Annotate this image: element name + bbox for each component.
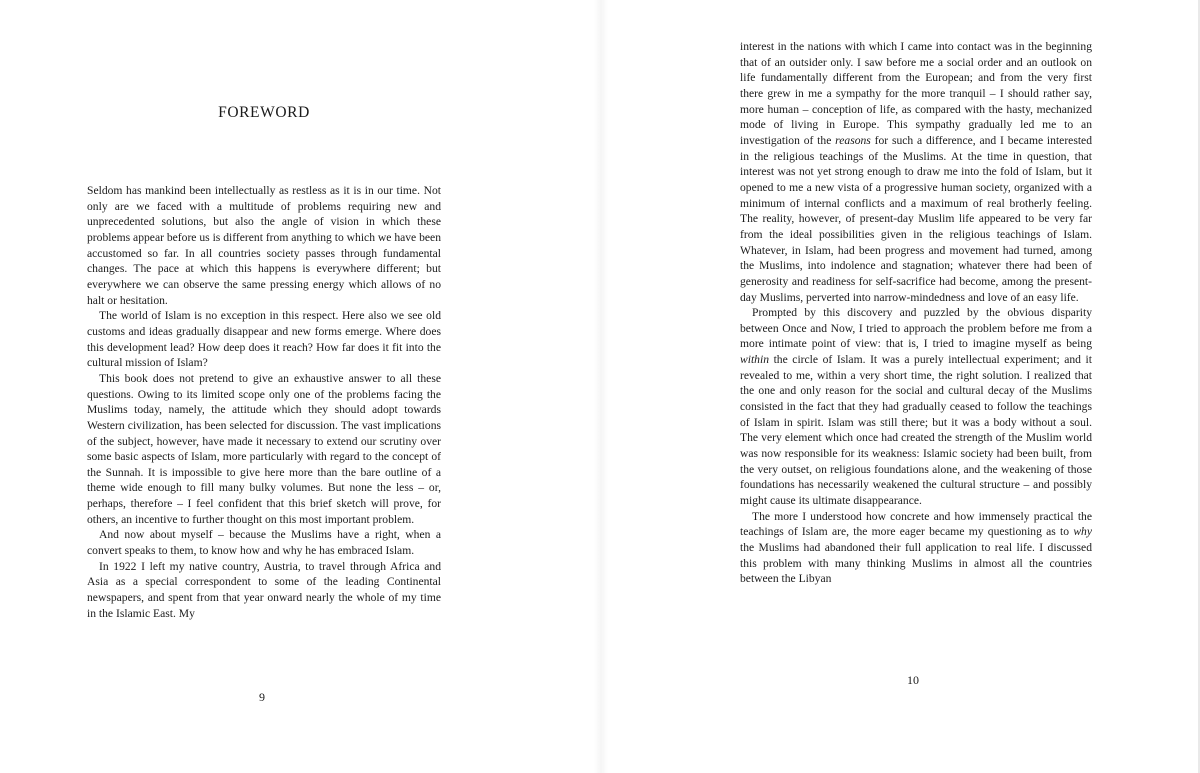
- paragraph: And now about myself – because the Muslims have a right, when a convert speaks to them, to know how and why he has embraced Islam.: [87, 528, 441, 558]
- chapter-heading: FOREWORD: [218, 104, 310, 121]
- right-page: [740, 39, 1092, 719]
- paragraph: The more I understood how concrete and how immensely practical the teachings of Islam are, the more eager became my questioning as to why the Muslims had abandoned their full application to real life. I discussed this problem with many thinking Muslims in almost all the countries between the Libyan: [740, 509, 1092, 586]
- left-page-body: [87, 183, 441, 621]
- paragraph: Seldom has mankind been intellectually as restless as it is in our time. Not only are we faced with a multitude of problems requiring new and unprecedented solutions, but also the angle of vision in which these problems appear before us is different from anything to which we have been accustomed so far. In all countries society passes through fundamental changes. The pace at which this happens is everywhere different; but everywhere we can observe the same pressing energy which allows of no halt or hesitation.: [87, 184, 441, 307]
- paragraph: In 1922 I left my native country, Austria, to travel through Africa and Asia as a special correspondent to some of the leading Continental newspapers, and spent from that year onward nearly the whole of my time in the Islamic East. My: [87, 559, 441, 620]
- paragraph: This book does not pretend to give an exhaustive answer to all these questions. Owing to its limited scope only one of the problems facing the Muslims today, namely, the attitude which they should adopt towards Western civilization, has been selected for discussion. The vast implications of the subject, however, have made it necessary to extend our scrutiny over some basic aspects of Islam, more particularly with regard to the concept of the Sunnah. It is impossible to give here more than the bare outline of a theme wide enough to fill many bulky volumes. But none the less – or, perhaps, therefore – I feel confident that this brief sketch will prove, for others, an incentive to further thought on this most important problem.: [87, 371, 441, 526]
- book-gutter: [594, 0, 608, 773]
- left-page: [87, 100, 441, 720]
- right-page-body: [740, 39, 1092, 587]
- page-number-right: 10: [907, 673, 919, 687]
- paragraph: Prompted by this discovery and puzzled by the obvious disparity between Once and Now, I tried to approach the problem before me from a more intimate point of view: that is, I tried to imagine myself as being within the circle of Islam. It was a purely intellectual experiment; and it revealed to me, within a very short time, the right solution. I realized that the one and only reason for the social and cultural decay of the Muslims consisted in the fact that they had gradually ceased to follow the teachings of Islam in spirit. Islam was still there; but it was a body without a soul. The very element which once had created the strength of the Muslim world was now responsible for its weakness: Islamic society had been built, from the very outset, on religious foundations alone, and the weakening of those foundations has necessarily weakened the cultural structure – and possibly might cause its ultimate disappearance.: [740, 306, 1092, 508]
- paragraph: The world of Islam is no exception in this respect. Here also we see old customs and ideas gradually disappear and new forms emerge. Where does this development lead? How deep does it reach? How far does it fit into the cultural mission of Islam?: [87, 309, 441, 370]
- paragraph: interest in the nations with which I came into contact was in the beginning that of an outsider only. I saw before me a social order and an outlook on life fundamentally different from the European; and from the very first there grew in me a sympathy for the more tranquil – I should rather say, more human – conception of life, as compared with the hasty, mechanized mode of living in Europe. This sympathy gradually led me to an investigation of the reasons for such a difference, and I became interested in the religious teachings of the Muslims. At the time in question, that interest was not yet strong enough to draw me into the fold of Islam, but it opened to me a new vista of a progressive human society, organized with a minimum of internal conflicts and a maximum of real brotherly feeling. The reality, however, of present-day Muslim life appeared to be very far from the ideal possibilities given in the religious teachings of Islam. Whatever, in Islam, had been progress and movement had turned, among the Muslims, into indolence and stagnation; whatever there had been of generosity and readiness for self-sacrifice had become, among the present-day Muslims, perverted into narrow-mindedness and love of an easy life.: [740, 40, 1092, 304]
- page-number-left: 9: [259, 690, 265, 704]
